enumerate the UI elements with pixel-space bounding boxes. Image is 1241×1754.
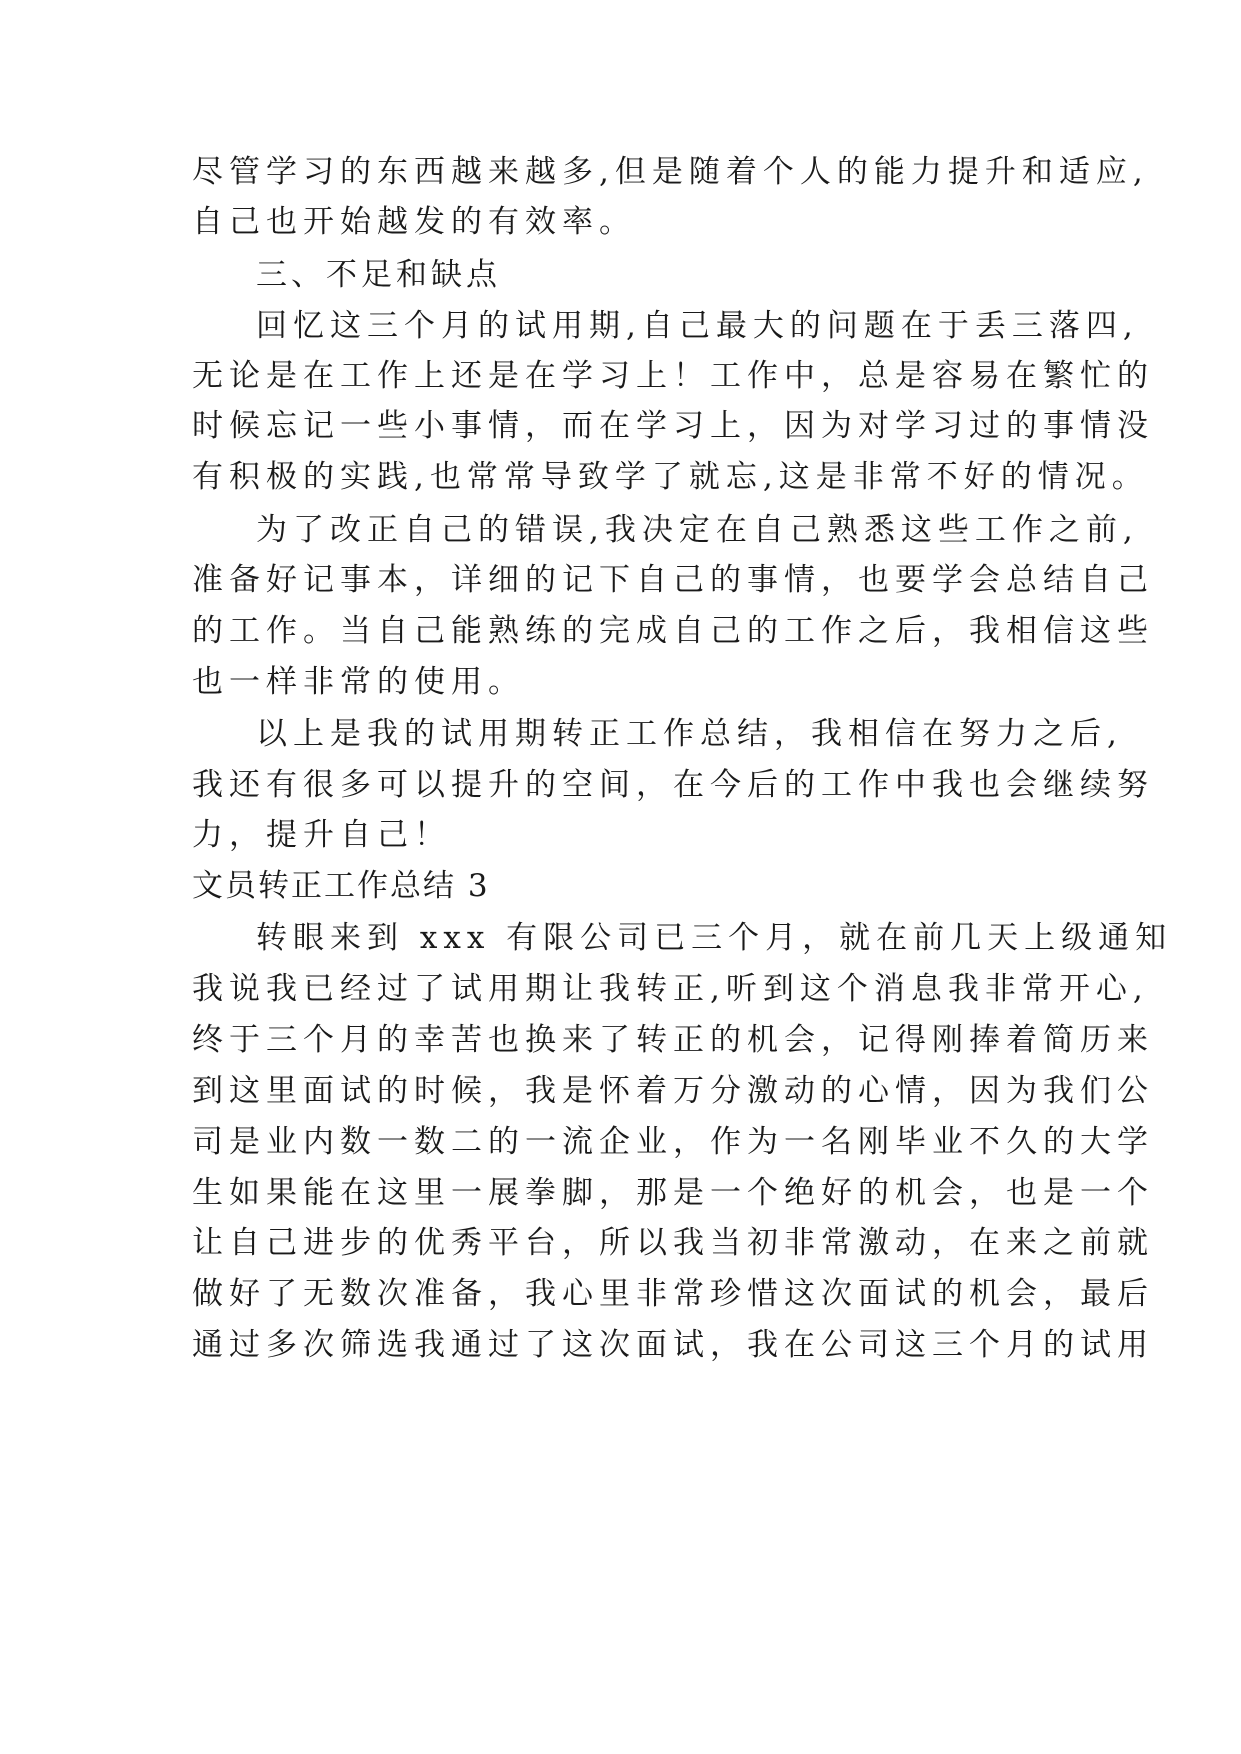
paragraph-line: 力，提升自己！ [192, 817, 451, 853]
paragraph-line: 生如果能在这里一展拳脚，那是一个绝好的机会，也是一个 [192, 1175, 1154, 1211]
paragraph-line: 回忆这三个月的试用期,自己最大的问题在于丢三落四, [256, 308, 1139, 344]
paragraph-line: 以上是我的试用期转正工作总结，我相信在努力之后, [256, 716, 1123, 752]
paragraph-line: 为了改正自己的错误,我决定在自己熟悉这些工作之前, [256, 512, 1139, 548]
paragraph-line: 终于三个月的幸苦也换来了转正的机会，记得刚捧着简历来 [192, 1022, 1154, 1058]
paragraph-line: 到这里面试的时候，我是怀着万分激动的心情，因为我们公 [192, 1073, 1154, 1109]
document-subtitle: 文员转正工作总结 3 [192, 868, 490, 904]
paragraph-line: 通过多次筛选我通过了这次面试，我在公司这三个月的试用 [192, 1327, 1154, 1363]
paragraph-line: 自己也开始越发的有效率。 [192, 204, 636, 240]
paragraph-line: 也一样非常的使用。 [192, 664, 525, 700]
paragraph-line: 时候忘记一些小事情，而在学习上，因为对学习过的事情没 [192, 408, 1154, 444]
paragraph-line: 尽管学习的东西越来越多,但是随着个人的能力提升和适应, [192, 154, 1149, 190]
paragraph-line: 我说我已经过了试用期让我转正,听到这个消息我非常开心, [192, 971, 1149, 1007]
paragraph-line: 有积极的实践,也常常导致学了就忘,这是非常不好的情况。 [192, 459, 1149, 495]
paragraph-line: 的工作。当自己能熟练的完成自己的工作之后，我相信这些 [192, 613, 1154, 649]
paragraph-line: 无论是在工作上还是在学习上！工作中，总是容易在繁忙的 [192, 358, 1154, 394]
paragraph-line: 准备好记事本，详细的记下自己的事情，也要学会总结自己 [192, 562, 1154, 598]
paragraph-line: 转眼来到 xxx 有限公司已三个月，就在前几天上级通知 [256, 920, 1173, 956]
paragraph-line: 做好了无数次准备，我心里非常珍惜这次面试的机会，最后 [192, 1276, 1154, 1312]
paragraph-line: 我还有很多可以提升的空间，在今后的工作中我也会继续努 [192, 767, 1154, 803]
paragraph-line: 让自己进步的优秀平台，所以我当初非常激动，在来之前就 [192, 1225, 1154, 1261]
paragraph-line: 司是业内数一数二的一流企业，作为一名刚毕业不久的大学 [192, 1124, 1154, 1160]
section-heading: 三、不足和缺点 [256, 257, 501, 293]
